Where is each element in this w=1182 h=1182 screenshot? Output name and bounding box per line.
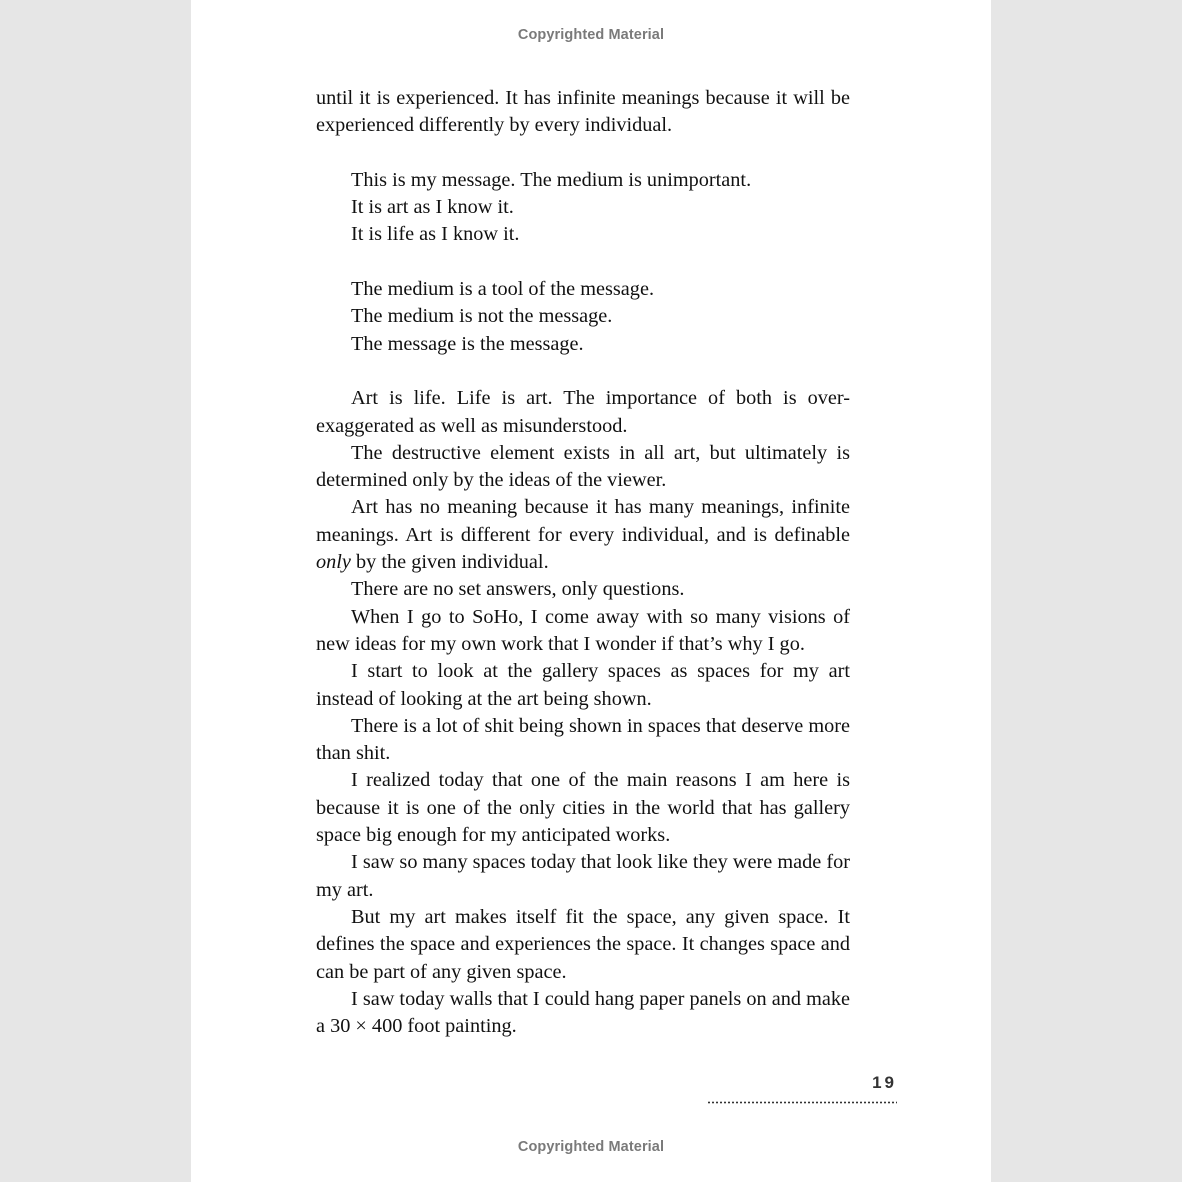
stanza-break <box>316 140 850 167</box>
emphasis-text: only <box>316 551 351 574</box>
verse-line: The message is the message. <box>351 332 584 355</box>
paragraph: There is a lot of shit being shown in spaces that deserve more than shit. <box>316 714 851 765</box>
paragraph: I saw so many spaces today that look like they were made for my art. <box>316 851 850 901</box>
verse-line: It is life as I know it. <box>351 223 520 246</box>
verse-line: It is art as I know it. <box>351 196 514 219</box>
page-body <box>316 85 850 1040</box>
verse-stanza-2 <box>316 276 850 358</box>
paragraph: There are no set answers, only questions. <box>351 578 685 601</box>
verse-line: This is my message. The medium is unimportant. <box>351 168 752 191</box>
book-page <box>191 0 991 1182</box>
paragraph-text: Art has no meaning because it has many meanings, infinite meanings. Art is different for every individual, and is definable <box>316 496 850 546</box>
verse-stanza-1 <box>316 167 850 249</box>
page-number-dotted-rule <box>707 1101 897 1104</box>
continuation-paragraph: until it is experienced. It has infinite meanings because it will be experienced differently by every individual. <box>316 87 850 137</box>
page-number: 19 <box>872 1073 897 1092</box>
paragraph: Art is life. Life is art. The importance of both is over-exaggerated as well as misunderstood. <box>316 387 850 437</box>
paragraph: I realized today that one of the main reasons I am here is because it is one of the only cities in the world that has gallery space big enough for my anticipated works. <box>316 769 850 847</box>
copyright-watermark-bottom: Copyrighted Material <box>517 1139 665 1155</box>
stanza-break <box>316 249 850 276</box>
verse-line: The medium is not the message. <box>351 305 613 328</box>
paragraph-text: by the given individual. <box>350 551 549 574</box>
stanza-break <box>316 358 850 385</box>
paragraph: When I go to SoHo, I come away with so many visions of new ideas for my own work that I wonder if that’s why I go. <box>316 605 850 655</box>
paragraph: The destructive element exists in all art, but ultimately is determined only by the ideas of the viewer. <box>316 441 850 492</box>
paragraph <box>316 494 850 576</box>
paragraph: I start to look at the gallery spaces as spaces for my art instead of looking at the art being shown. <box>316 660 850 710</box>
paragraph: I saw today walls that I could hang paper panels on and make a 30 × 400 foot painting. <box>316 987 850 1038</box>
paragraph: But my art makes itself fit the space, any given space. It defines the space and experiences the space. It changes space and can be part of any given space. <box>316 905 850 983</box>
copyright-watermark-top: Copyrighted Material <box>517 27 665 43</box>
verse-line: The medium is a tool of the message. <box>351 278 655 301</box>
